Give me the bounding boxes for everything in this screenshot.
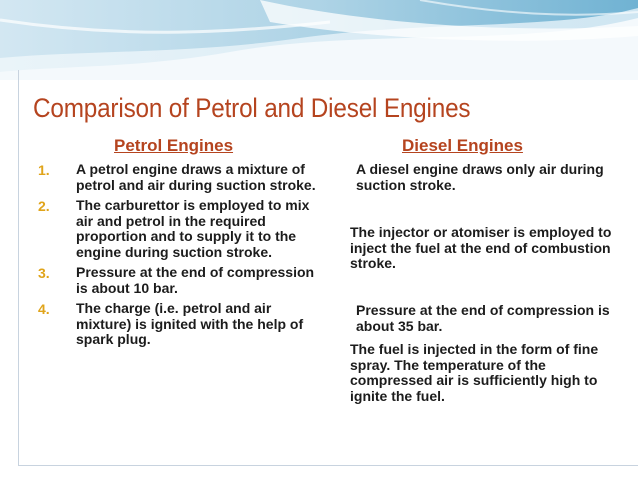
diesel-point: The fuel is injected in the form of fine spray. The temperature of the compressed air is sufficiently high to ignite the fuel. [350,341,599,404]
slide-title: Comparison of Petrol and Diesel Engines [33,93,471,123]
list-item [38,265,321,296]
list-item-text: Pressure at the end of compression is about 10 bar. [76,264,315,296]
list-item-text: The charge (i.e. petrol and air mixture) is ignited with the help of spark plug. [76,300,304,347]
list-number: 1. [38,162,50,178]
list-item [38,198,321,260]
list-number: 2. [38,198,50,214]
diesel-column-heading: Diesel Engines [402,136,523,155]
petrol-column-heading: Petrol Engines [114,136,234,155]
petrol-list [38,162,321,353]
diesel-point: A diesel engine draws only air during suction stroke. [356,161,604,193]
list-item [38,162,321,193]
header-wave-decoration [0,0,638,80]
list-item-text: A petrol engine draws a mixture of petrol and air during suction stroke. [76,161,316,193]
list-number: 3. [38,265,50,281]
list-item-text: The carburettor is employed to mix air and petrol in the required proportion and to supply it to the engine during suction stroke. [76,197,310,260]
list-number: 4. [38,301,50,317]
list-item [38,301,321,348]
left-border-line [18,70,19,465]
diesel-point: Pressure at the end of compression is about 35 bar. [356,302,610,334]
diesel-point: The injector or atomiser is employed to inject the fuel at the end of combustion stroke. [350,224,612,271]
bottom-border-line [18,465,638,466]
